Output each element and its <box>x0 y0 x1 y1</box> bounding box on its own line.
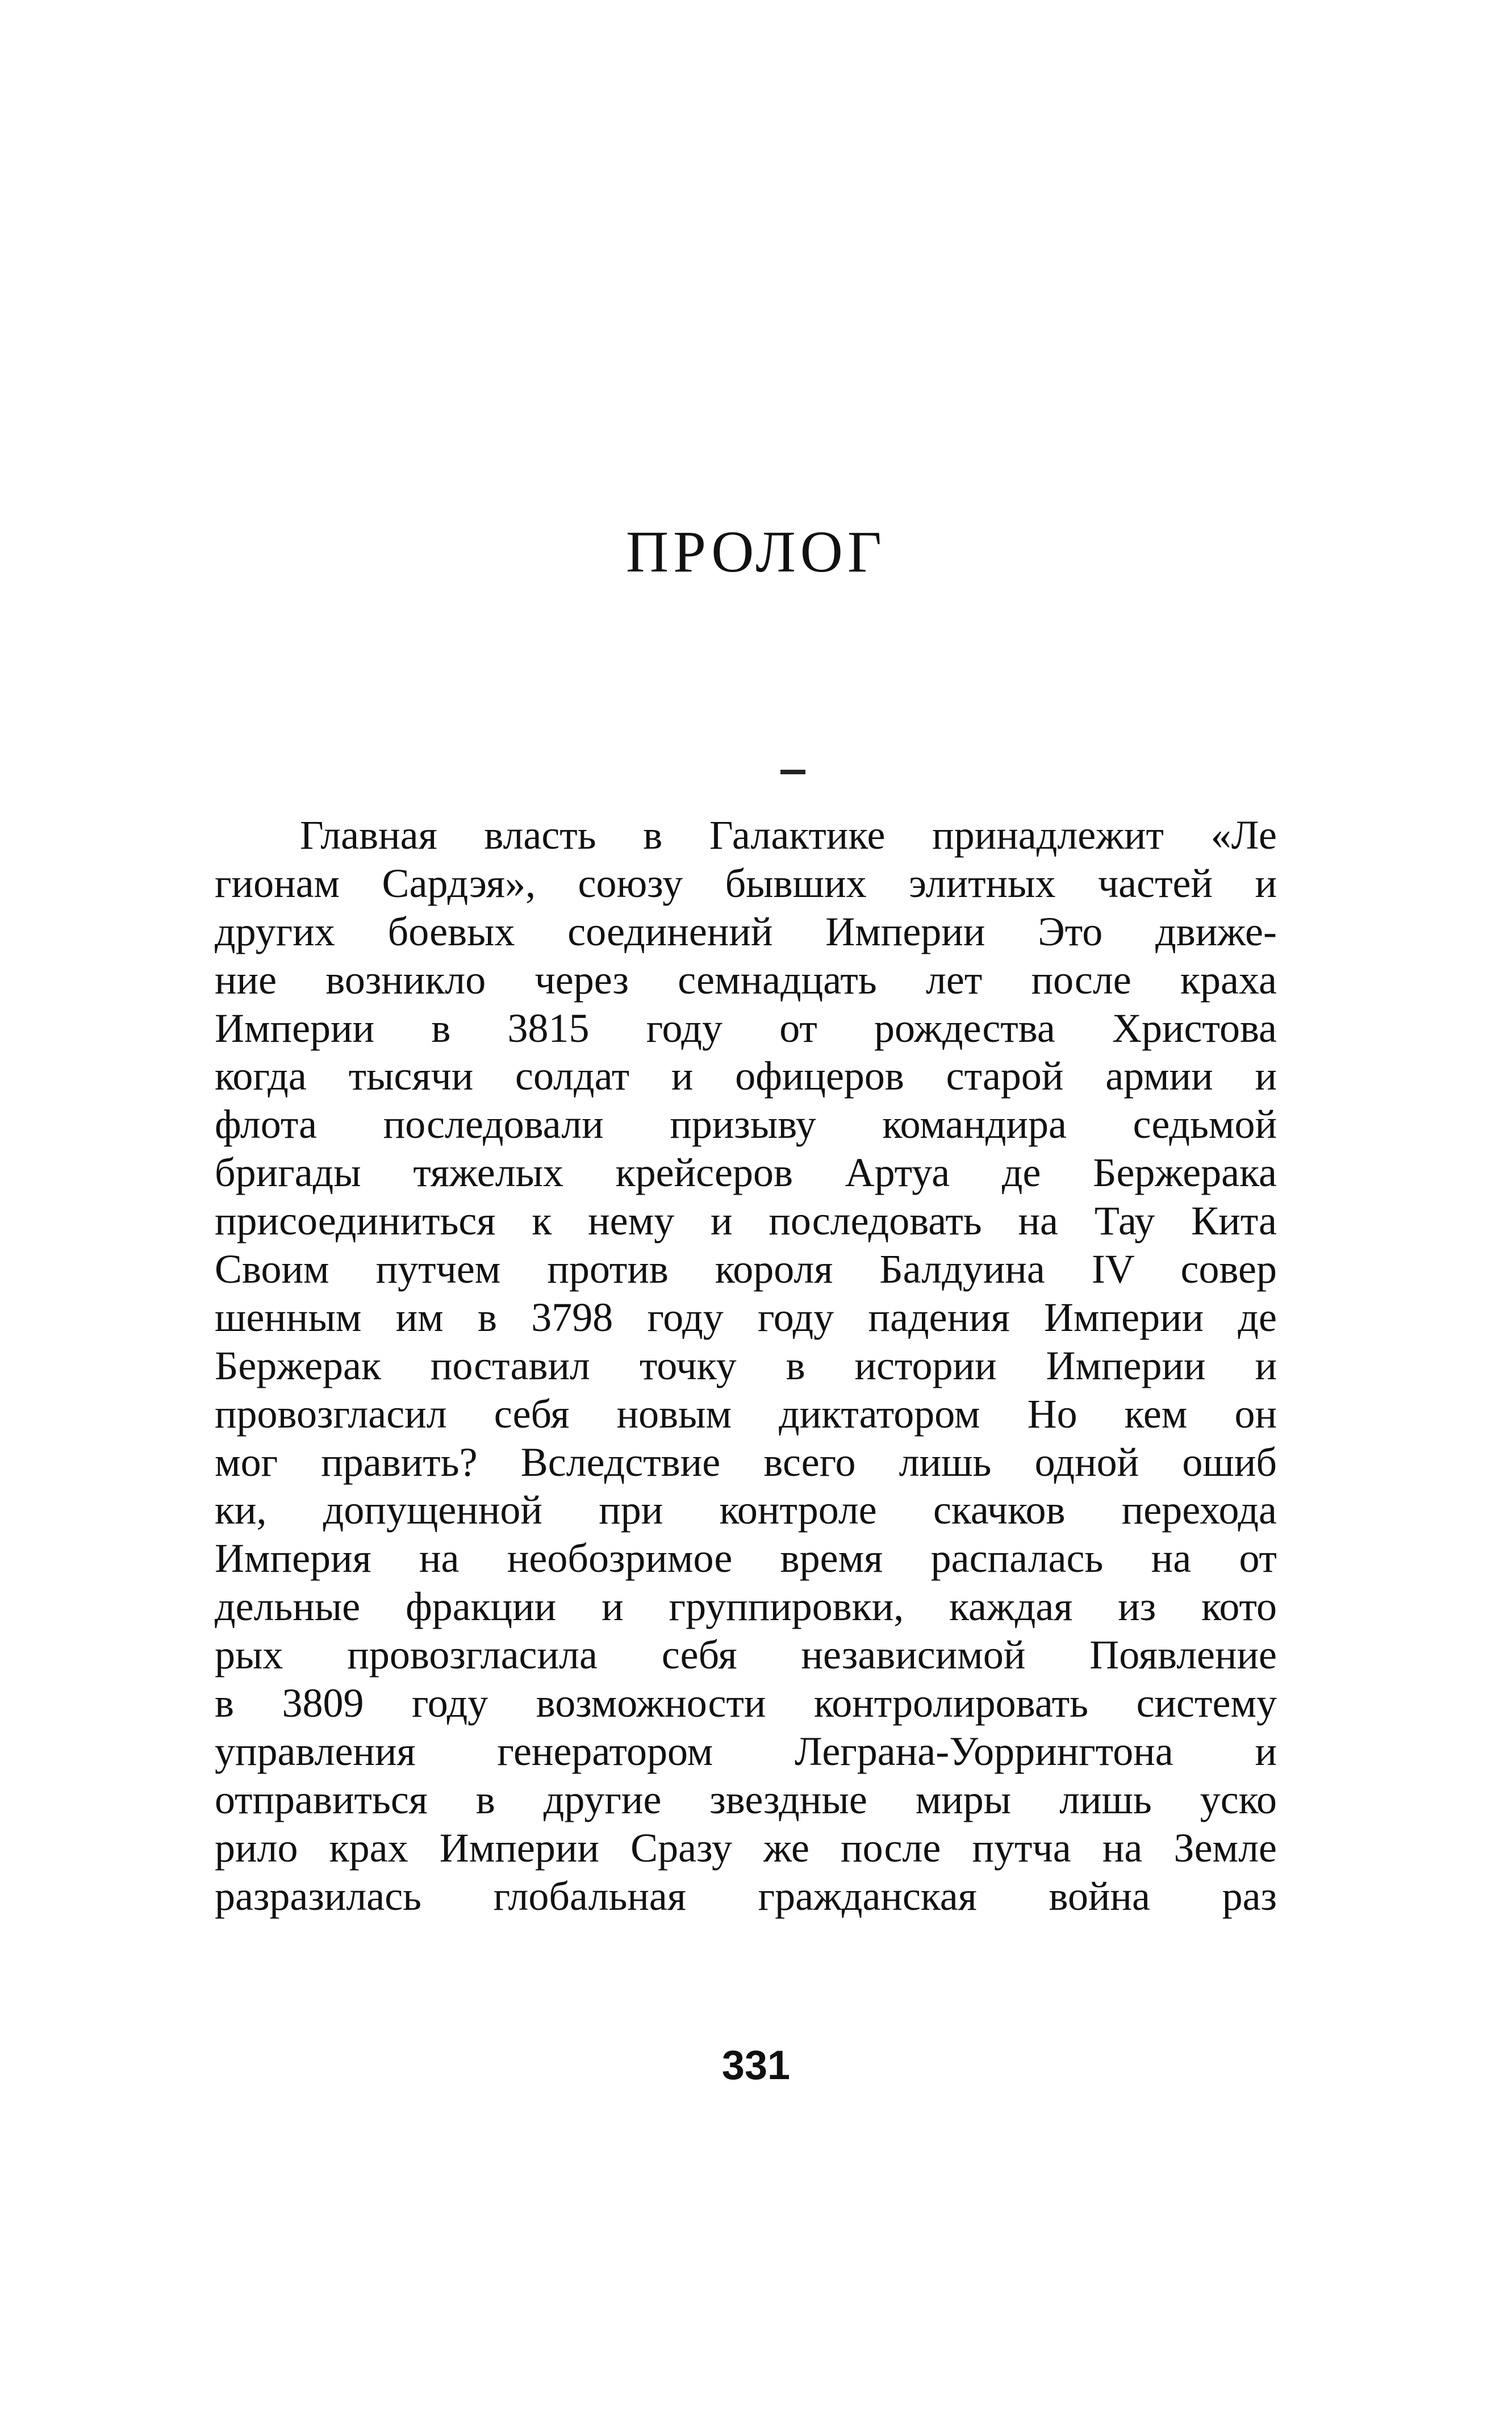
text-line: бригады тяжелых крейсеров Артуа де Бержерака <box>215 1150 1277 1196</box>
text-line: шенным им в 3798 году году падения Империи де <box>215 1294 1277 1340</box>
text-line: мог править? Вследствие всего лишь одной ошиб <box>215 1439 1277 1485</box>
text-line: Бержерак поставил точку в истории Империи и <box>215 1342 1277 1388</box>
text-line: рило крах Империи Сразу же после путча на Земле <box>215 1825 1277 1871</box>
text-line: разразилась глобальная гражданская война раз <box>215 1873 1277 1919</box>
text-line: Империи в 3815 году от рождества Христова <box>215 1005 1277 1051</box>
body-text <box>215 811 1277 1920</box>
text-line: отправиться в другие звездные миры лишь уско <box>215 1776 1277 1822</box>
text-line: рых провозгласила себя независимой Появление <box>215 1632 1277 1678</box>
text-line: Империя на необозримое время распалась на от <box>215 1535 1277 1581</box>
chapter-title: ПРОЛОГ <box>626 519 886 585</box>
text-line: Своим путчем против короля Балдуина IV совер <box>215 1246 1277 1292</box>
text-line: ки, допущенной при контроле скачков перехода <box>215 1487 1277 1533</box>
text-line: в 3809 году возможности контролировать систему <box>215 1680 1277 1726</box>
text-line: Главная власть в Галактике принадлежит «Ле <box>300 812 1277 858</box>
text-line: провозгласил себя новым диктатором Но кем он <box>215 1391 1277 1437</box>
text-line: когда тысячи солдат и офицеров старой армии и <box>215 1053 1277 1099</box>
text-line: ние возникло через семнадцать лет после краха <box>215 957 1277 1003</box>
text-line: управления генератором Леграна-Уоррингтона и <box>215 1728 1277 1774</box>
text-line: гионам Сардэя», союзу бывших элитных частей и <box>215 860 1277 906</box>
text-line: других боевых соединений Империи Это движе- <box>215 908 1277 954</box>
text-line: присоединиться к нему и последовать на Тау Кита <box>215 1198 1277 1244</box>
page-number: 331 <box>721 2043 791 2088</box>
text-line: дельные фракции и группировки, каждая из кото <box>215 1584 1277 1630</box>
section-separator <box>780 770 805 774</box>
text-line: флота последовали призыву командира седьмой <box>215 1101 1277 1147</box>
